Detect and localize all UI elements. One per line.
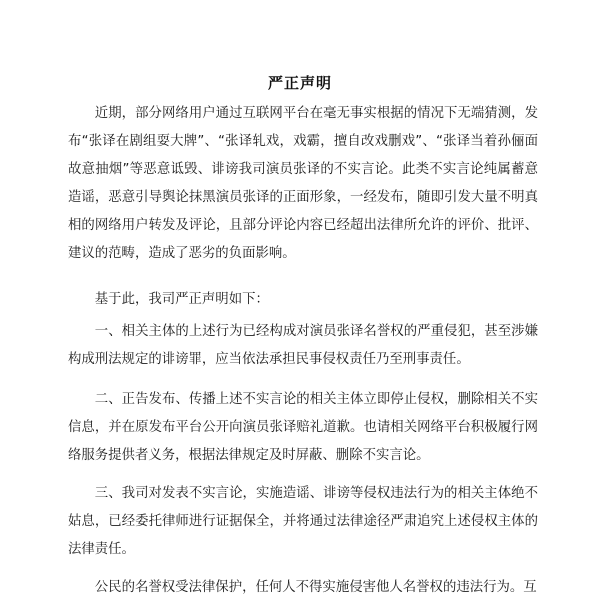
paragraph-point-two: 二、正告发布、传播上述不实言论的相关主体立即停止侵权，删除相关不实信息，并在原发布平台公开向演员张译赔礼道歉。也请相关网络平台积极履行网络服务提供者义务，根据法律规定及时屏蔽、删除不实言论。 — [68, 392, 538, 463]
paragraph-intro: 近期，部分网络用户通过互联网平台在毫无事实根据的情况下无端猜测，发布“张译在剧组耍大牌”、“张译轧戏，戏霸，擅自改戏删戏”、“张译当着孙俪面故意抽烟”等恶意诋毁、诽谤我司演员张译的不实言论。此类不实言论纯属蓄意造谣，恶意引导舆论抹黑演员张译的正面形象，一经发布，随即引发大量不明真相的网络用户转发及评论，且部分评论内容已经超出法律所允许的评价、批评、建议的范畴，造成了恶劣的负面影响。 — [68, 106, 538, 261]
document-title: 严正声明 — [267, 74, 332, 92]
paragraph-point-one: 一、相关主体的上述行为已经构成对演员张译名誉权的严重侵犯，甚至涉嫌构成刑法规定的诽谤罪，应当依法承担民事侵权责任乃至刑事责任。 — [68, 324, 538, 367]
paragraph-declaration-lead: 基于此，我司严正声明如下： — [94, 292, 269, 307]
paragraph-point-three: 三、我司对发表不实言论，实施造谣、诽谤等侵权违法行为的相关主体绝不姑息，已经委托律师进行证据保全，并将通过法律途径严肃追究上述侵权主体的法律责任。 — [68, 486, 538, 557]
paragraph-closing: 公民的名誉权受法律保护，任何人不得实施侵害他人名誉权的违法行为。互 — [94, 580, 537, 595]
